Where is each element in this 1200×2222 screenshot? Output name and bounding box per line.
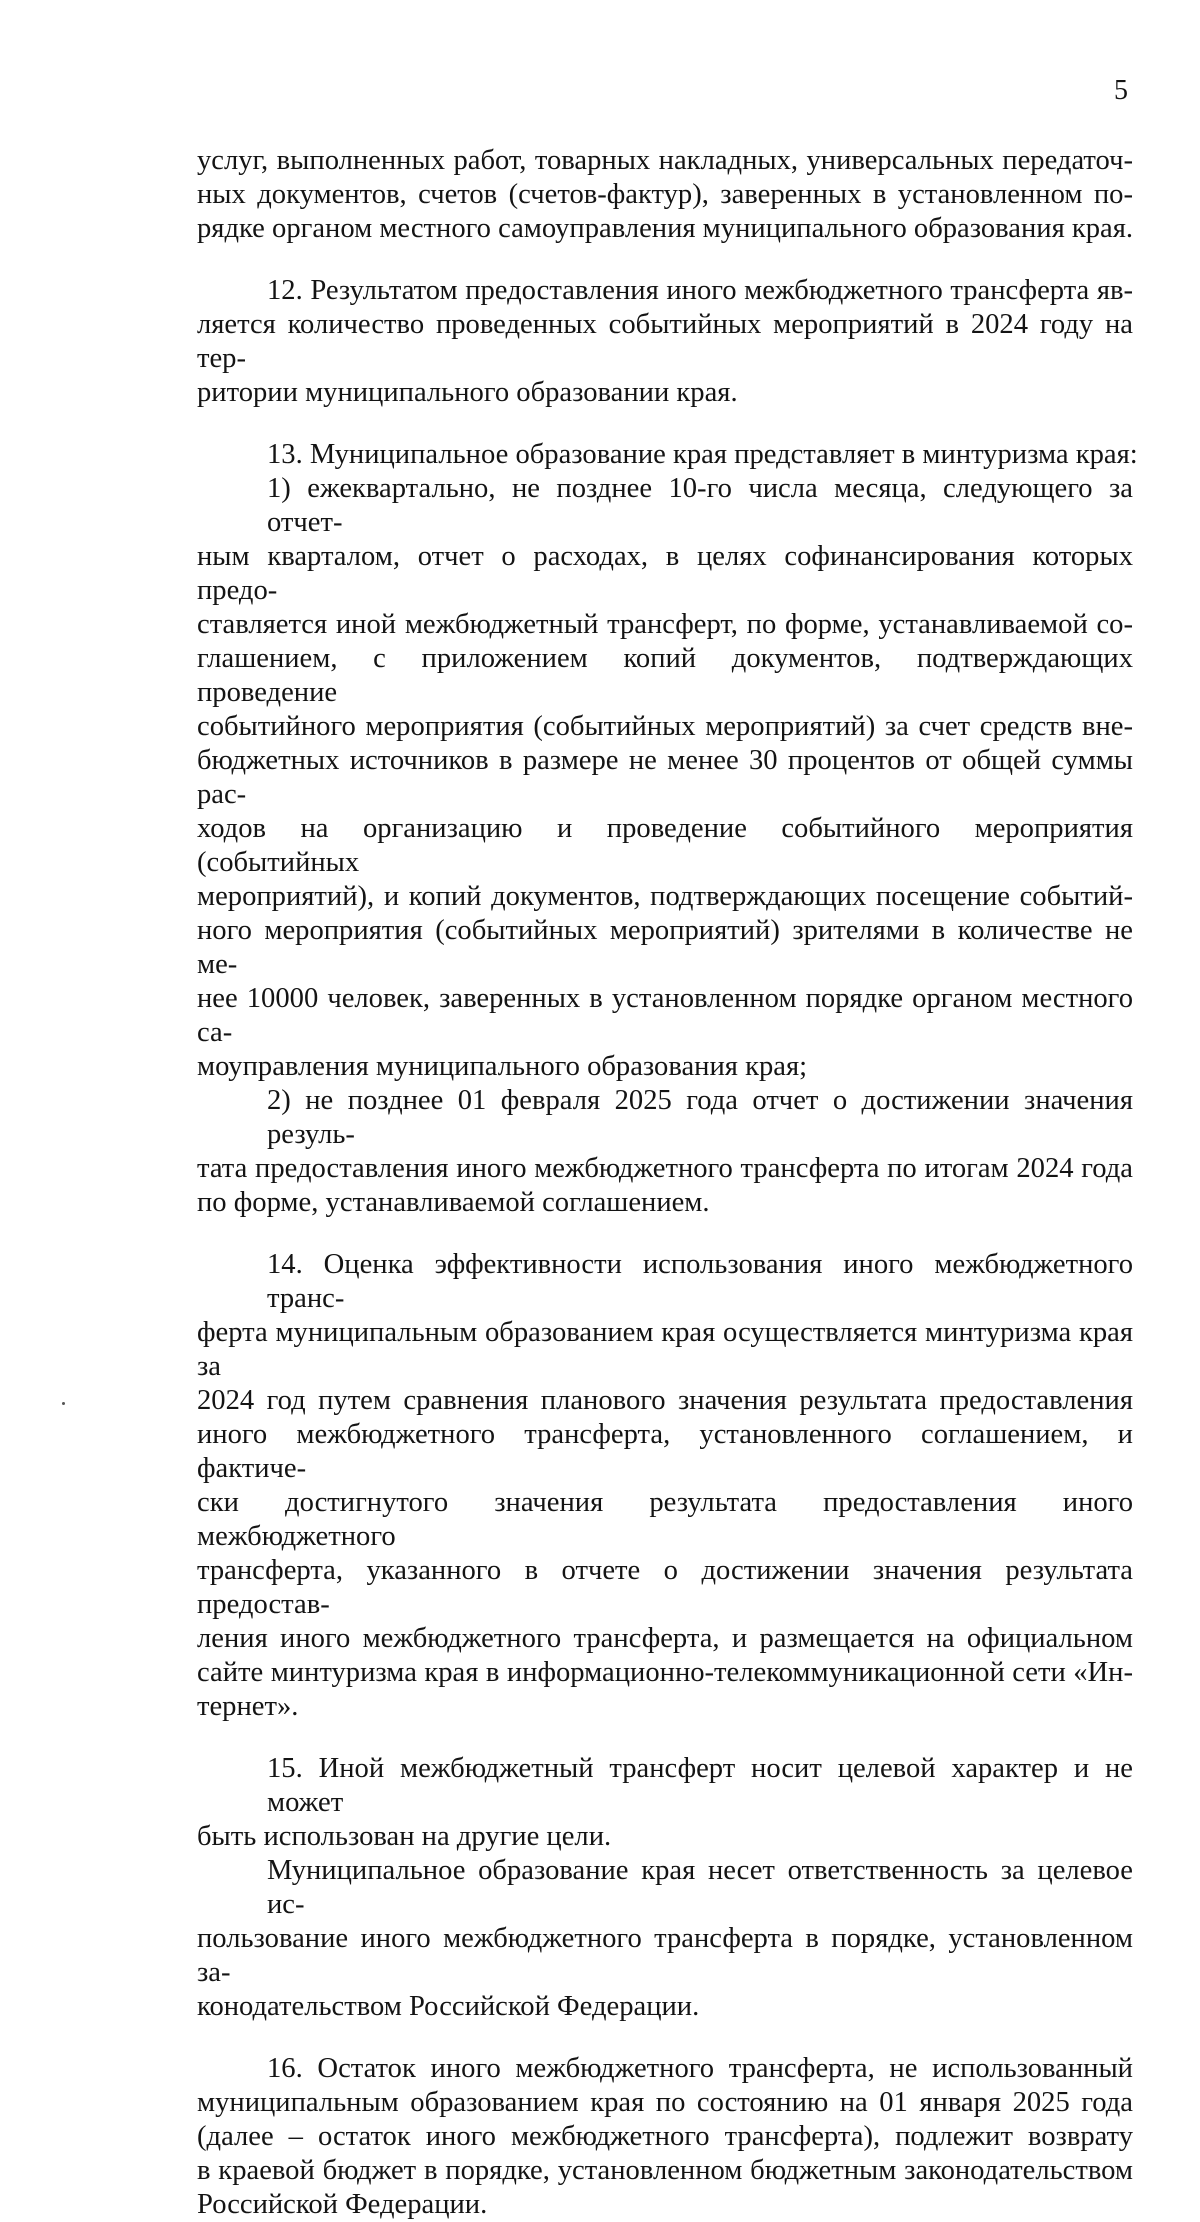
text-line: ставляется иной межбюджетный трансферт, по форме, устанавливаемой со-: [197, 609, 1133, 640]
text-line: мероприятий), и копий документов, подтверждающих посещение событий-: [197, 881, 1133, 912]
paragraph: [197, 2052, 1133, 2222]
text-line: пользование иного межбюджетного трансферта в порядке, установленном за-: [197, 1923, 1133, 1988]
text-line: тернет».: [197, 1691, 299, 1722]
paragraph: [197, 472, 1133, 1084]
text-line: тата предоставления иного межбюджетного трансферта по итогам 2024 года: [197, 1153, 1133, 1184]
text-line: муниципальным образованием края по состоянию на 01 января 2025 года: [197, 2087, 1133, 2118]
text-line: бюджетных источников в размере не менее 30 процентов от общей суммы рас-: [197, 745, 1133, 810]
text-line: ляется количество проведенных событийных мероприятий в 2024 году на тер-: [197, 309, 1133, 374]
text-line: 14. Оценка эффективности использования иного межбюджетного транс-: [267, 1249, 1133, 1314]
text-line: 15. Иной межбюджетный трансферт носит целевой характер и не может: [267, 1753, 1133, 1818]
scan-speck: [62, 1402, 65, 1405]
paragraph: [197, 1854, 1133, 2024]
text-line: трансферта, указанного в отчете о достижении значения результата предостав-: [197, 1555, 1133, 1620]
text-line: ритории муниципального образовании края.: [197, 377, 738, 408]
text-line: ски достигнутого значения результата предоставления иного межбюджетного: [197, 1487, 1133, 1552]
text-line: 16. Остаток иного межбюджетного трансферта, не использованный: [267, 2053, 1133, 2084]
text-line: нее 10000 человек, заверенных в установленном порядке органом местного са-: [197, 983, 1133, 1048]
document-body: [197, 144, 1138, 2222]
text-line: ферта муниципальным образованием края осуществляется минтуризма края за: [197, 1317, 1133, 1382]
text-line: ного мероприятия (событийных мероприятий) зрителями в количестве не ме-: [197, 915, 1133, 980]
text-line: 2024 год путем сравнения планового значения результата предоставления: [197, 1385, 1133, 1416]
text-line: 1) ежеквартально, не позднее 10-го числа месяца, следующего за отчет-: [267, 473, 1133, 538]
text-line: конодательством Российской Федерации.: [197, 1991, 700, 2022]
paragraph: [197, 1752, 1133, 1854]
text-line: ным кварталом, отчет о расходах, в целях софинансирования которых предо-: [197, 541, 1133, 606]
text-line: (далее – остаток иного межбюджетного трансферта), подлежит возврату: [197, 2121, 1133, 2152]
paragraph: [197, 274, 1133, 410]
paragraph: [197, 1084, 1133, 1220]
text-line: событийного мероприятия (событийных мероприятий) за счет средств вне-: [197, 711, 1133, 742]
text-line: ления иного межбюджетного трансферта, и размещается на официальном: [197, 1623, 1133, 1654]
text-line: глашением, с приложением копий документов, подтверждающих проведение: [197, 643, 1133, 708]
text-line: по форме, устанавливаемой соглашением.: [197, 1187, 710, 1218]
text-line: 13. Муниципальное образование края представляет в минтуризма края:: [267, 439, 1138, 470]
text-line: в краевой бюджет в порядке, установленном бюджетным законодательством: [197, 2155, 1133, 2186]
paragraph: [197, 1248, 1133, 1724]
text-line: Муниципальное образование края несет ответственность за целевое ис-: [267, 1855, 1133, 1920]
text-line: иного межбюджетного трансферта, установленного соглашением, и фактиче-: [197, 1419, 1133, 1484]
text-line: Российской Федерации.: [197, 2189, 488, 2220]
text-line: услуг, выполненных работ, товарных накладных, универсальных передаточ-: [197, 145, 1133, 176]
text-line: сайте минтуризма края в информационно-телекоммуникационной сети «Ин-: [197, 1657, 1133, 1688]
text-line: 12. Результатом предоставления иного межбюджетного трансферта яв-: [267, 275, 1133, 306]
text-line: ных документов, счетов (счетов-фактур), заверенных в установленном по-: [197, 179, 1133, 210]
paragraph: [197, 438, 1138, 472]
text-line: ходов на организацию и проведение событийного мероприятия (событийных: [197, 813, 1133, 878]
page-number: 5: [1114, 75, 1128, 106]
text-line: быть использован на другие цели.: [197, 1821, 612, 1852]
text-line: моуправления муниципального образования края;: [197, 1051, 808, 1082]
text-line: рядке органом местного самоуправления муниципального образования края.: [197, 213, 1134, 244]
text-line: 2) не позднее 01 февраля 2025 года отчет о достижении значения резуль-: [267, 1085, 1133, 1150]
paragraph: [197, 144, 1133, 246]
